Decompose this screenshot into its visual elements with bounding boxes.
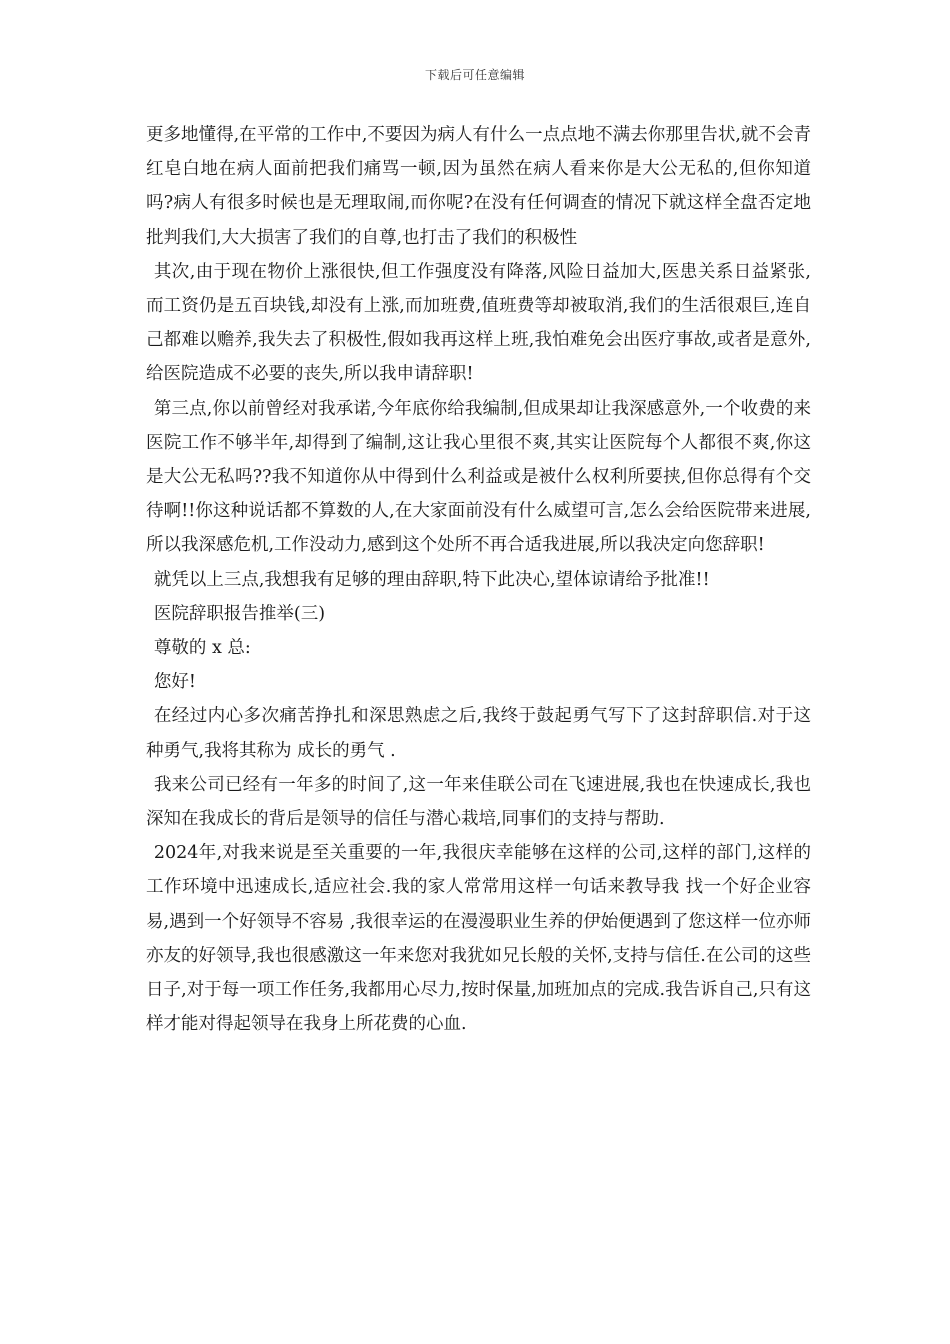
salutation: 尊敬的 x 总: — [153, 638, 251, 659]
paragraph-growth: 我来公司已经有一年多的时间了,这一年来佳联公司在飞速进展,我也在快速成长,我也深知在我成长的背后是领导的信任与潜心栽培,同事们的支持与帮助. — [146, 774, 811, 830]
paragraph-year: 2024年,对我来说是至关重要的一年,我很庆幸能够在这样的公司,这样的部门,这样的工作环境中迅速成长,适应社会.我的家人常常用这样一句话来教导我 找一个好企业容易,遇到一个好领导不容易 ,我很幸运的在漫漫职业生养的伊始便遇到了您这样一位亦师亦友的好领导,我也很感激这一年来您对我犹如兄长般的关怀,支持与信任.在公司的这些日子,对于每一项工作任务,我都用心尽力,按时保量,加班加点的完成.我告诉自己,只有这样才能对得起领导在我身上所花费的心血. — [146, 843, 811, 1035]
page-header: 下载后可任意编辑 — [424, 68, 525, 82]
section-heading: 医院辞职报告推举(三) — [153, 603, 326, 624]
paragraph-continued: 更多地懂得,在平常的工作中,不要因为病人有什么一点点地不满去你那里告状,就不会青红皂白地在病人面前把我们痛骂一顿,因为虽然在病人看来你是大公无私的,但你知道吗?病人有很多时候也是无理取闹,而你呢?在没有任何调查的情况下就这样全盘否定地批判我们,大大损害了我们的自尊,也打击了我们的积极性 — [146, 125, 811, 248]
paragraph-second-reason: 其次,由于现在物价上涨很快,但工作强度没有降落,风险日益加大,医患关系日益紧张,而工资仍是五百块钱,却没有上涨,而加班费,值班费等却被取消,我们的生活很艰巨,连自己都难以赡养,我失去了积极性,假如我再这样上班,我怕难免会出医疗事故,或者是意外,给医院造成不必要的丧失,所以我申请辞职! — [146, 261, 811, 385]
paragraph-conclusion: 就凭以上三点,我想我有足够的理由辞职,特下此决心,望体谅请给予批准!! — [153, 569, 710, 590]
paragraph-courage: 在经过内心多次痛苦挣扎和深思熟虑之后,我终于鼓起勇气写下了这封辞职信.对于这种勇气,我将其称为 成长的勇气 . — [146, 706, 811, 761]
document-body — [146, 118, 811, 1041]
paragraph-third-reason: 第三点,你以前曾经对我承诺,今年底你给我编制,但成果却让我深感意外,一个收费的来医院工作不够半年,却得到了编制,这让我心里很不爽,其实让医院每个人都很不爽,你这是大公无私吗??我不知道你从中得到什么利益或是被什么权利所要挟,但你总得有个交待啊!!你这种说话都不算数的人,在大家面前没有什么威望可言,怎么会给医院带来进展,所以我深感危机,工作没动力,感到这个处所不再合适我进展,所以我决定向您辞职! — [146, 398, 811, 556]
greeting: 您好! — [153, 672, 196, 693]
